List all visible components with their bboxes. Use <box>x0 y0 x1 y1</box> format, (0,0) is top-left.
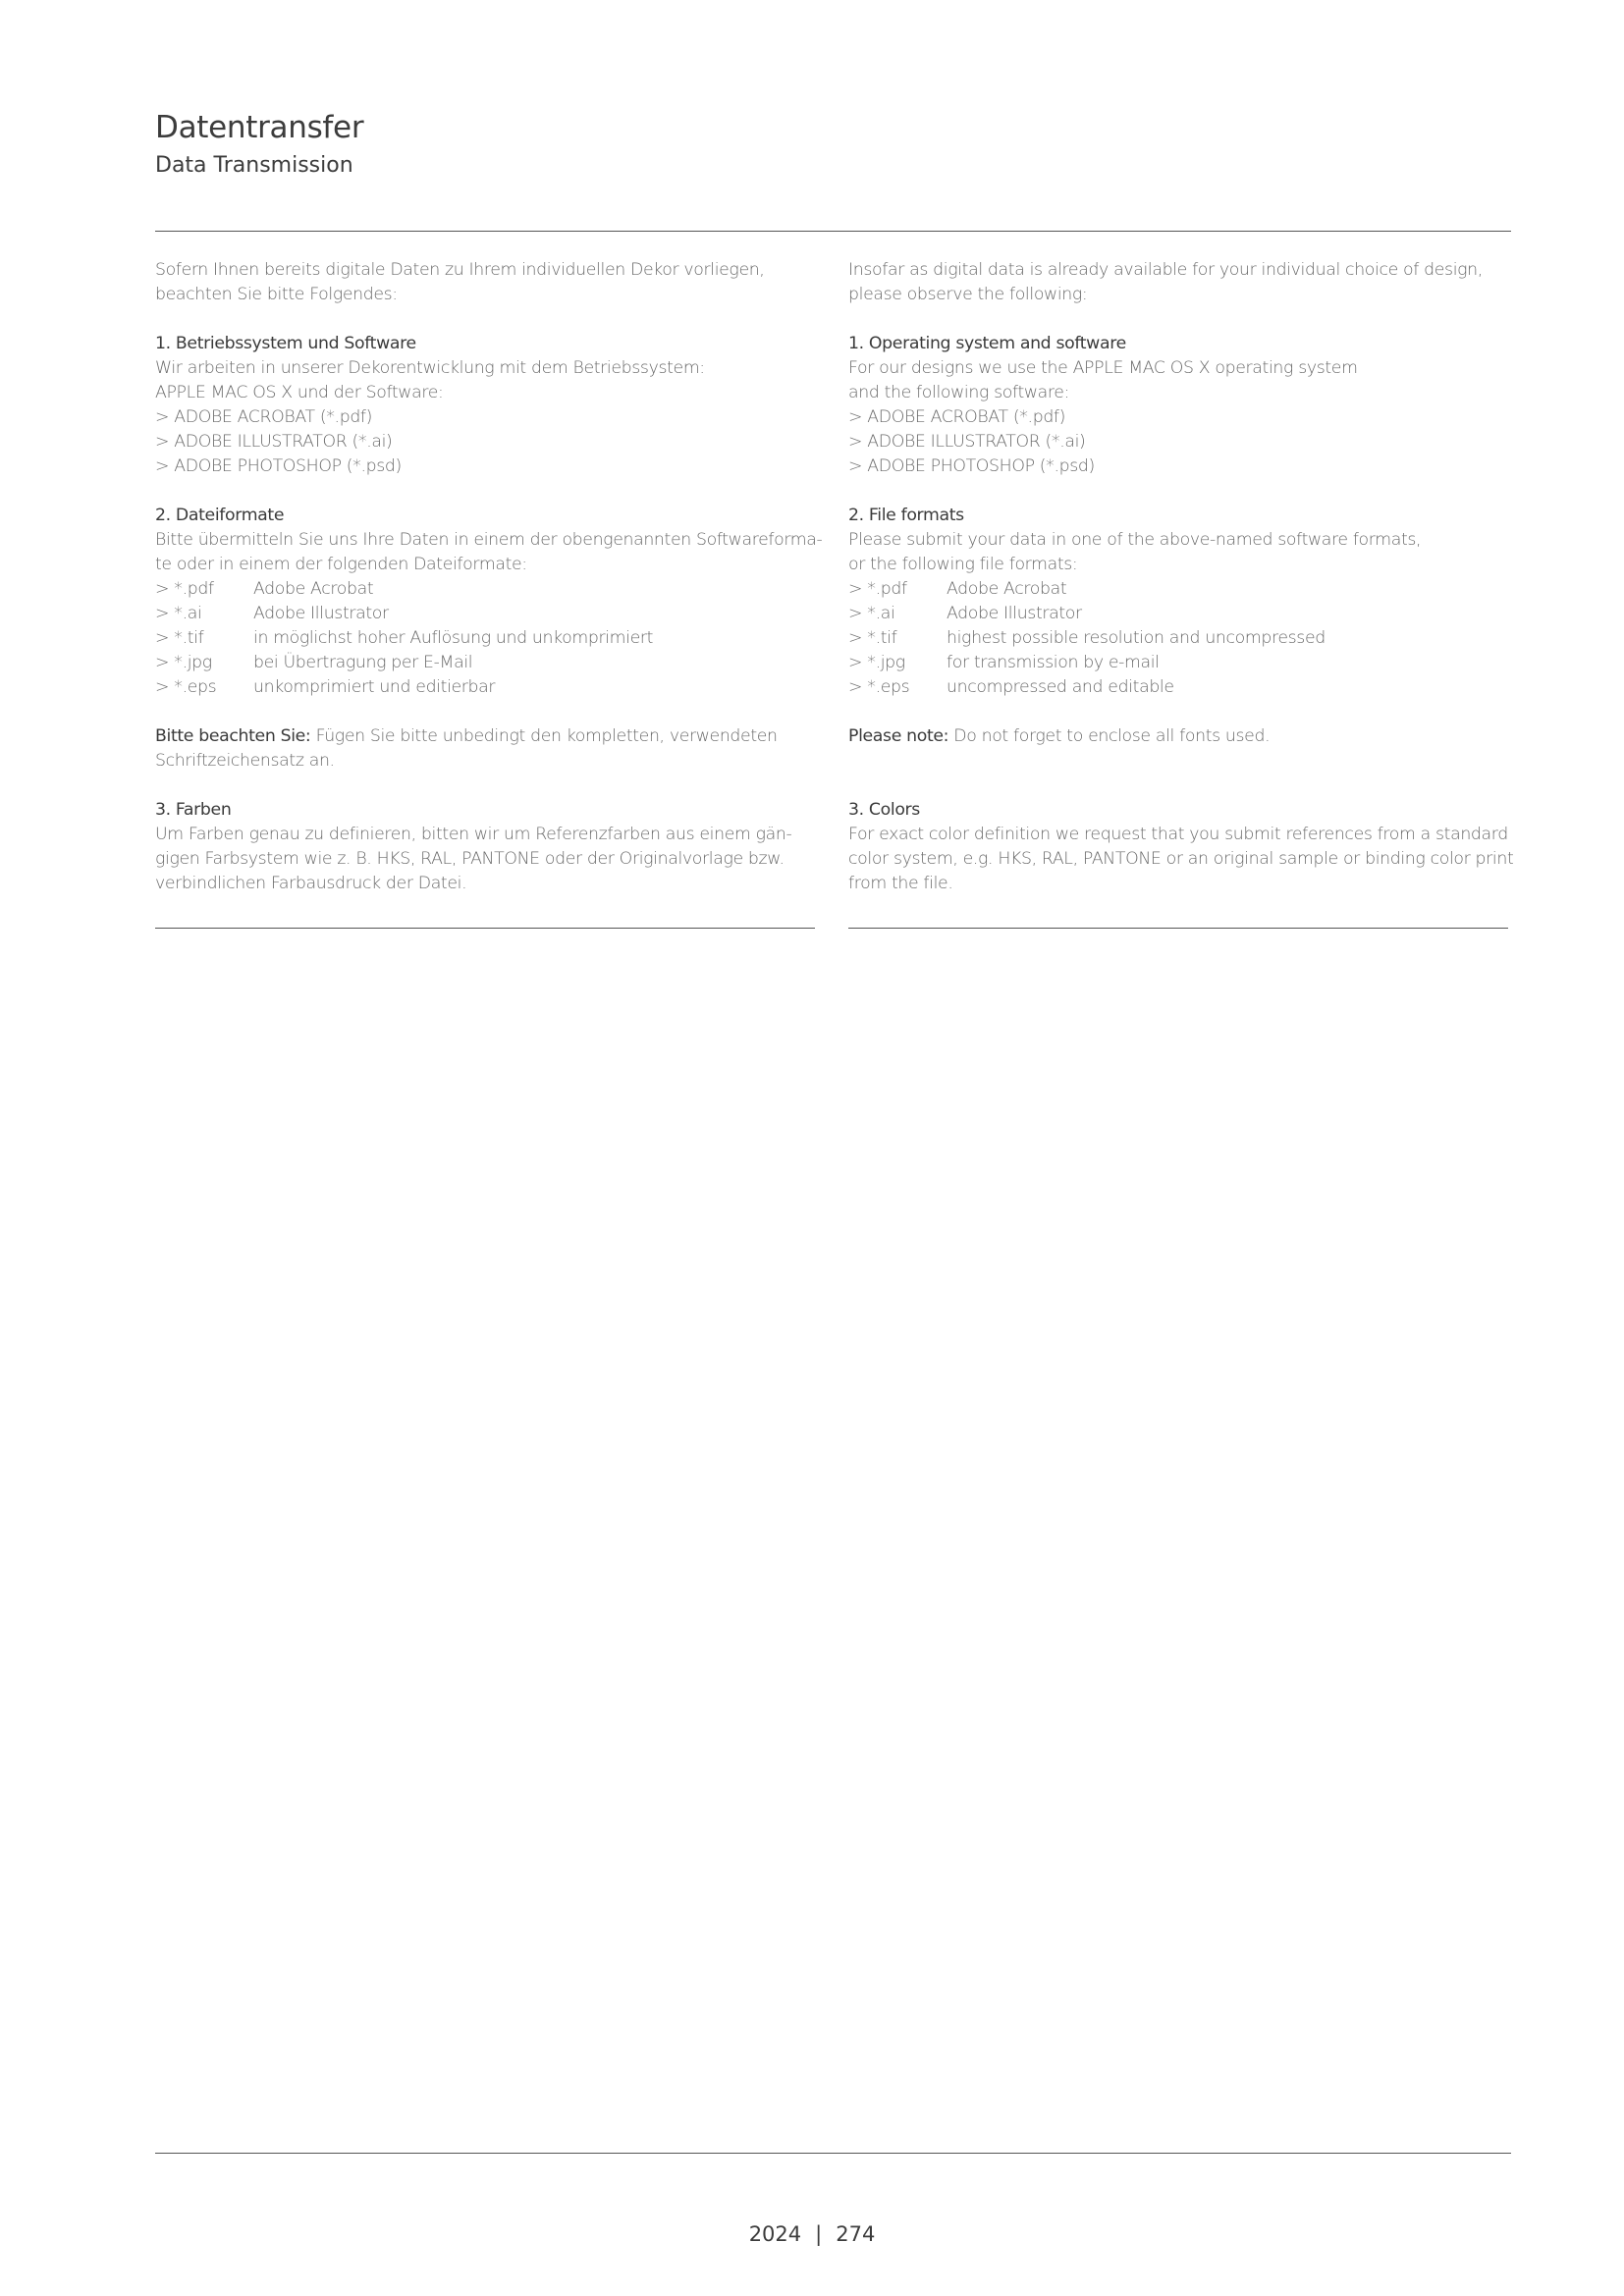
section-os-software <box>155 332 823 479</box>
format-row <box>155 602 823 626</box>
top-divider <box>155 231 1511 232</box>
german-column <box>155 258 823 921</box>
page-number: 274 <box>836 2222 876 2246</box>
note-paragraph <box>848 724 1516 774</box>
format-extension: > *.eps <box>848 677 910 697</box>
page-subtitle: Data Transmission <box>155 153 353 178</box>
format-extension: > *.jpg <box>155 653 212 672</box>
section-line: Please submit your data in one of the above-named software formats, <box>848 530 1422 550</box>
section-line: For our designs we use the APPLE MAC OS X operating system <box>848 358 1358 378</box>
section-line: Um Farben genau zu definieren, bitten wir um Referenzfarben aus einem gän- <box>155 825 792 844</box>
section-heading: 3. Farben <box>155 800 232 820</box>
format-row <box>848 675 1516 700</box>
section-line: and the following software: <box>848 383 1070 402</box>
section-colors <box>155 798 823 896</box>
format-description: Adobe Illustrator <box>253 604 389 623</box>
page-title: Datentransfer <box>155 110 364 145</box>
note-paragraph <box>155 724 823 774</box>
format-extension: > *.pdf <box>848 579 907 599</box>
format-extension: > *.ai <box>155 604 202 623</box>
section-line: te oder in einem der folgenden Dateiformate: <box>155 555 527 574</box>
software-item: > ADOBE PHOTOSHOP (*.psd) <box>848 456 1095 476</box>
format-row <box>155 626 823 651</box>
note-spacer <box>848 749 1516 774</box>
software-item: > ADOBE ILLUSTRATOR (*.ai) <box>155 432 393 452</box>
section-heading: 2. Dateiformate <box>155 506 285 525</box>
section-line: Bitte übermitteln Sie uns Ihre Daten in einem der obengenannten Softwareforma- <box>155 530 823 550</box>
format-row <box>848 577 1516 602</box>
intro-line: Insofar as digital data is already available for your individual choice of design, <box>848 260 1483 280</box>
format-description: Adobe Acrobat <box>253 579 374 599</box>
note-line: Schriftzeichensatz an. <box>155 751 335 771</box>
note-text: Do not forget to enclose all fonts used. <box>948 726 1271 746</box>
format-row <box>848 602 1516 626</box>
format-description: unkomprimiert und editierbar <box>253 677 496 697</box>
intro-paragraph <box>155 258 823 307</box>
format-extension: > *.ai <box>848 604 895 623</box>
right-column-divider <box>848 928 1508 929</box>
note-label: Bitte beachten Sie: <box>155 726 311 746</box>
section-line: from the file. <box>848 874 953 893</box>
format-extension: > *.tif <box>155 628 204 648</box>
format-row <box>155 651 823 675</box>
format-extension: > *.tif <box>848 628 897 648</box>
note-line <box>155 724 823 749</box>
note-text: Fügen Sie bitte unbedingt den kompletten, verwendeten <box>310 726 778 746</box>
section-line: Wir arbeiten in unserer Dekorentwicklung mit dem Betriebssystem: <box>155 358 705 378</box>
format-description: Adobe Illustrator <box>947 604 1082 623</box>
format-row <box>848 626 1516 651</box>
section-line: APPLE MAC OS X und der Software: <box>155 383 444 402</box>
page-footer <box>0 2222 1624 2246</box>
software-item: > ADOBE ACROBAT (*.pdf) <box>848 407 1066 427</box>
software-item: > ADOBE ACROBAT (*.pdf) <box>155 407 373 427</box>
intro-line: please observe the following: <box>848 285 1088 304</box>
section-heading: 1. Betriebssystem und Software <box>155 334 416 353</box>
format-description: in möglichst hoher Auflösung und unkomprimiert <box>253 628 654 648</box>
section-line: For exact color definition we request that you submit references from a standard <box>848 825 1508 844</box>
left-column-divider <box>155 928 815 929</box>
section-os-software <box>848 332 1516 479</box>
section-line: gigen Farbsystem wie z. B. HKS, RAL, PANTONE oder der Originalvorlage bzw. <box>155 849 785 869</box>
note-label: Please note: <box>848 726 949 746</box>
section-file-formats <box>848 504 1516 700</box>
section-colors <box>848 798 1516 896</box>
note-line <box>848 724 1516 749</box>
format-description: highest possible resolution and uncompressed <box>947 628 1326 648</box>
footer-separator: | <box>815 2222 823 2246</box>
format-description: bei Übertragung per E-Mail <box>253 653 473 672</box>
software-item: > ADOBE PHOTOSHOP (*.psd) <box>155 456 402 476</box>
software-item: > ADOBE ILLUSTRATOR (*.ai) <box>848 432 1086 452</box>
format-row <box>848 651 1516 675</box>
format-description: for transmission by e-mail <box>947 653 1160 672</box>
format-extension: > *.jpg <box>848 653 905 672</box>
format-row <box>155 577 823 602</box>
format-extension: > *.pdf <box>155 579 214 599</box>
section-heading: 3. Colors <box>848 800 920 820</box>
footer-divider <box>155 2153 1511 2154</box>
format-description: Adobe Acrobat <box>947 579 1067 599</box>
section-line: color system, e.g. HKS, RAL, PANTONE or an original sample or binding color print <box>848 849 1514 869</box>
section-file-formats <box>155 504 823 700</box>
intro-line: beachten Sie bitte Folgendes: <box>155 285 398 304</box>
intro-paragraph <box>848 258 1516 307</box>
format-row <box>155 675 823 700</box>
english-column <box>848 258 1516 921</box>
intro-line: Sofern Ihnen bereits digitale Daten zu Ihrem individuellen Dekor vorliegen, <box>155 260 765 280</box>
section-line: verbindlichen Farbausdruck der Datei. <box>155 874 467 893</box>
section-heading: 1. Operating system and software <box>848 334 1126 353</box>
format-extension: > *.eps <box>155 677 217 697</box>
footer-year: 2024 <box>748 2222 802 2246</box>
format-description: uncompressed and editable <box>947 677 1174 697</box>
section-line: or the following file formats: <box>848 555 1078 574</box>
section-heading: 2. File formats <box>848 506 964 525</box>
